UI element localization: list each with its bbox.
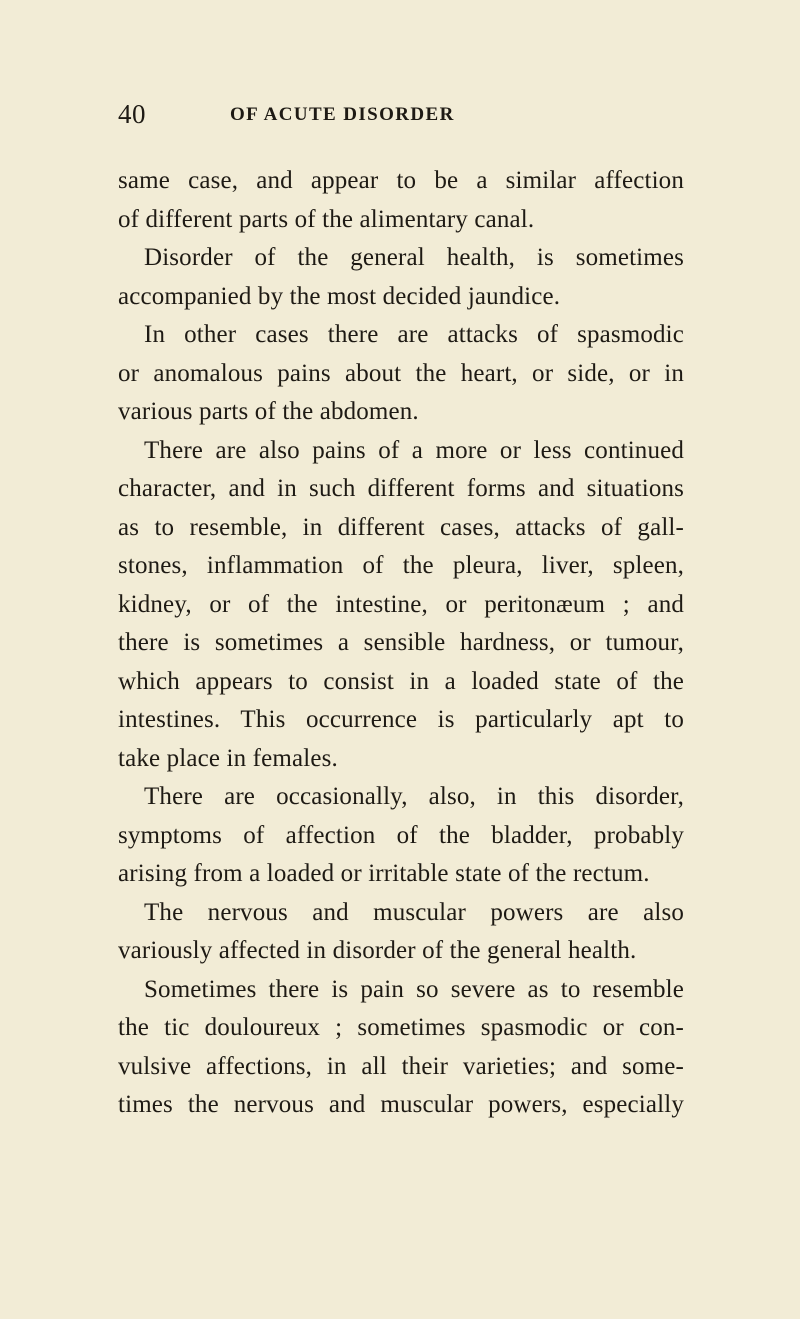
text-line: as to resemble, in different cases, attacks of gall- [118,513,684,541]
text-line: various parts of the abdomen. [118,398,419,425]
text-line: same case, and appear to be a similar affection [118,167,684,194]
text-line: There are occasionally, also, in this disorder, [144,783,684,810]
body-text [118,162,684,1125]
running-head [118,96,680,132]
text-line: there is sometimes a sensible hardness, or tumour, [118,629,684,656]
text-line: which appears to consist in a loaded state of the [118,667,684,695]
text-line: or anomalous pains about the heart, or side, or in [118,359,684,387]
text-line: character, and in such different forms and situations [118,475,684,502]
text-line: arising from a loaded or irritable state of the rectum. [118,860,650,887]
text-line: variously affected in disorder of the general health. [118,937,637,964]
text-line: There are also pains of a more or less continued [144,436,684,464]
running-title: OF ACUTE DISORDER [230,104,455,125]
text-line: Disorder of the general health, is sometimes [144,244,684,271]
text-line: intestines. This occurrence is particularly apt to [118,706,684,733]
text-line: accompanied by the most decided jaundice. [118,282,561,310]
text-line: times the nervous and muscular powers, especially [118,1091,684,1118]
text-line: kidney, or of the intestine, or peritonæum ; and [118,590,684,618]
text-line: Sometimes there is pain so severe as to resemble [144,975,684,1003]
text-line: symptoms of affection of the bladder, probably [118,821,684,849]
text-line: the tic douloureux ; sometimes spasmodic or con- [118,1014,684,1041]
text-line: of different parts of the alimentary canal. [118,205,535,233]
text-line: In other cases there are attacks of spasmodic [144,321,684,348]
text-line: The nervous and muscular powers are also [144,898,684,926]
text-line: take place in females. [118,744,338,772]
text-line: vulsive affections, in all their varieties; and some- [118,1052,684,1080]
text-line: stones, inflammation of the pleura, liver, spleen, [118,552,684,579]
page-number: 40 [118,99,146,129]
